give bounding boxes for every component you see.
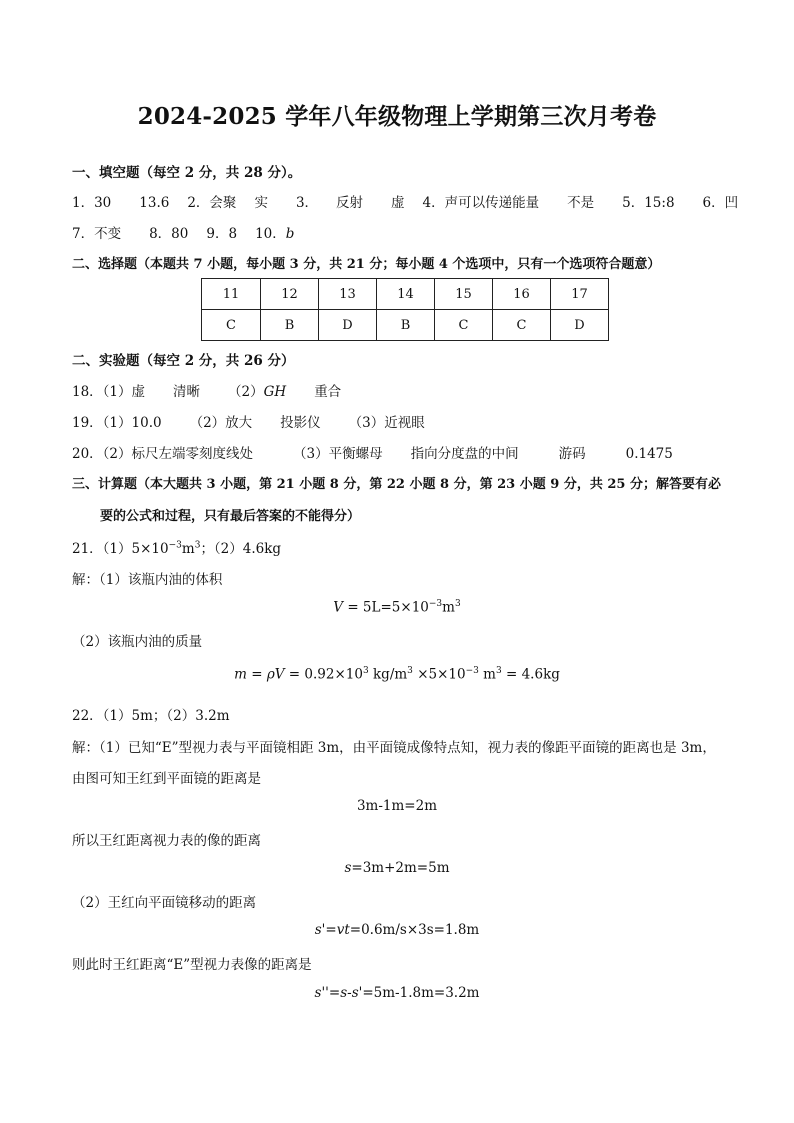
q22-equation-4 [0,985,794,1001]
experiment-q20 [72,442,673,462]
answer-text: （2）放大 [189,415,253,431]
exponent: 3 [495,666,502,676]
equation-text: =3m+2m=5m [351,860,450,876]
equation-var: vt [336,922,350,938]
experiment-q19 [72,411,425,431]
answer-text: 3． [295,195,319,211]
answer-text: GH [263,384,287,400]
equation-text: m [478,666,496,683]
equation-text: = 0.92×10 [284,666,363,683]
table-cell: 15 [435,279,493,310]
answer-text: 指向分度盘的中间 [410,446,519,462]
answer-text: 8．80 [149,226,189,242]
q22-equation-1: 3m-1m=2m [356,798,438,814]
table-row [202,310,609,341]
exponent: −3 [428,599,443,609]
equation-text: ×5×10 [412,666,466,683]
answer-text: 6．凹 [702,195,739,211]
answer-text: （2） [228,384,264,400]
q22-answer: 22．（1）5m；（2）3.2m [72,708,230,724]
table-cell: 14 [377,279,435,310]
choice-answer-table [201,278,609,341]
exponent: 3 [454,599,461,609]
equation-var: s'' [314,985,329,1001]
answer-text: 18．（1）虚 [72,384,146,400]
answer-text: 实 [254,195,268,211]
equation-text: = [328,985,341,1001]
answer-text: 清晰 [173,384,201,400]
equation-var: V [333,599,344,616]
table-cell: 13 [319,279,377,310]
table-cell: D [551,310,609,341]
q22-solution-4: （2）王红向平面镜移动的距离 [72,895,257,911]
q22-solution-1: 解：（1）已知“E”型视力表与平面镜相距 3m，由平面镜成像特点知，视力表的像距平面镜的距离也是 3m， [72,740,716,756]
q22-solution-2: 由图可知王红到平面镜的距离是 [72,771,261,787]
table-cell: C [202,310,261,341]
exponent: −3 [168,540,182,551]
answer-text: 不是 [567,195,595,211]
q21-solution-2: （2）该瓶内油的质量 [72,634,203,650]
table-cell: B [261,310,319,341]
answer-text: 9．8 [206,226,238,242]
answer-text: ；（2）4.6kg [200,541,282,557]
exponent: 3 [407,666,413,676]
answer-text: 19．（1）10.0 [72,415,162,431]
experiment-q18 [72,380,341,400]
exponent: −3 [465,666,479,676]
answer-text: b [285,226,295,242]
answer-text: （3）近视眼 [348,415,425,431]
answer-text: 2．会聚 [187,195,237,211]
q22-equation-3 [0,922,794,938]
equation-var: m [234,666,247,683]
answer-text: 游码 [558,446,586,462]
q21-solution-1: 解：（1）该瓶内油的体积 [72,572,223,588]
table-cell: C [435,310,493,341]
table-row [202,279,609,310]
fill-blank-answers-row-1 [72,191,738,211]
equation-var: s [344,860,352,876]
answer-text: （3）平衡螺母 [293,446,383,462]
equation-var: s [340,985,348,1001]
section-choice-heading: 二、选择题（本题共 7 小题，每小题 3 分，共 21 分；每小题 4 个选项中，只有一个选项符合题意） [72,257,661,272]
answer-text: 虚 [391,195,405,211]
section-calc-heading-cont: 要的公式和过程，只有最后答案的不能得分） [100,509,361,524]
answer-text: 21．（1）5×10 [72,541,169,557]
equation-text: = [325,922,337,938]
equation-text: m [442,599,455,616]
answer-text: 0.1475 [625,446,673,462]
equation-var: ρV [266,666,285,683]
equation-text: = [246,666,267,683]
answer-text: 反射 [336,195,364,211]
equation-var: s' [314,922,326,938]
q22-solution-3: 所以王红距离视力表的像的距离 [72,833,261,849]
q21-equation-2 [0,666,794,683]
equation-text: = 4.6kg [501,666,560,683]
equation-var: s' [351,985,363,1001]
answer-text: 5．15:8 [622,195,675,211]
table-cell: 16 [493,279,551,310]
equation-text: =0.6m/s×3s=1.8m [349,922,480,938]
section-calc-heading: 三、计算题（本大题共 3 小题，第 21 小题 8 分，第 22 小题 8 分，第 23 小题 9 分，共 25 分；解答要有必 [72,477,721,492]
fill-blank-answers-row-2 [72,222,294,242]
answer-text: 13.6 [139,195,170,211]
page-title: 2024-2025 学年八年级物理上学期第三次月考卷 [137,103,657,130]
equation-text: - [347,985,352,1001]
exponent: 3 [362,666,369,676]
table-cell: 12 [261,279,319,310]
q22-equation-2 [0,860,794,876]
answer-text: 20．（2）标尺左端零刻度线处 [72,446,254,462]
answer-text: 重合 [314,384,342,400]
equation-text: = 5L=5×10 [343,599,429,616]
equation-text: kg/m [368,666,408,683]
section-experiment-heading: 二、实验题（每空 2 分，共 26 分） [72,353,295,369]
answer-text: 10． [255,226,286,242]
table-cell: D [319,310,377,341]
answer-text: 4．声可以传递能量 [422,195,540,211]
section-fill-blank-heading: 一、填空题（每空 2 分，共 28 分）。 [72,165,302,181]
q21-answer [72,537,281,557]
table-cell: 17 [551,279,609,310]
answer-text: m [181,541,195,557]
exponent: 3 [194,540,201,551]
table-cell: B [377,310,435,341]
answer-text: 1．30 [72,195,112,211]
table-cell: C [493,310,551,341]
answer-text: 投影仪 [280,415,321,431]
q21-equation-1 [0,599,794,616]
answer-text: 7．不变 [72,226,122,242]
equation-text: =5m-1.8m=3.2m [362,985,480,1001]
q22-solution-5: 则此时王红距离“E”型视力表像的距离是 [72,957,312,973]
table-cell: 11 [202,279,261,310]
